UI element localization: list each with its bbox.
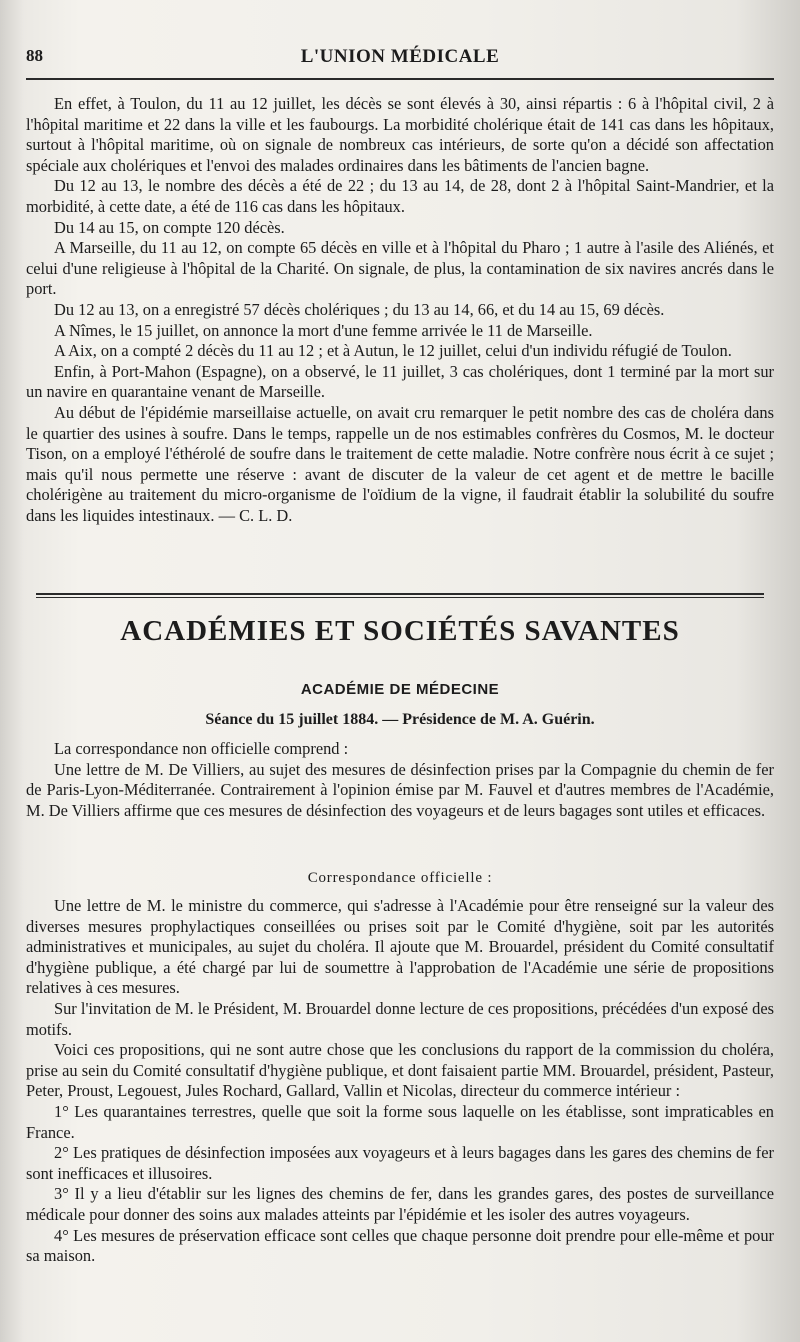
paragraph: En effet, à Toulon, du 11 au 12 juillet, les décès se sont élevés à 30, ainsi répartis : 6 à l'hôpital civil, 2 à l'hôpital maritime et 22 dans la ville et les faubourgs. La morbidité cholérique était de 141 cas dans les hôpitaux, surtout à l'hôpital maritime, où on signale de nombreux cas intérieurs, de sorte qu'on a décidé son affectation spéciale aux cholériques et l'envoi des malades ordinaires dans les bâtiments de l'ancien bagne. [26, 94, 774, 175]
list-item: 2° Les pratiques de désinfection imposées aux voyageurs et à leurs bagages dans les gares des chemins de fer sont inefficaces et illusoires. [26, 1143, 774, 1183]
paragraph: Voici ces propositions, qui ne sont autre chose que les conclusions du rapport de la commission du choléra, prise au sein du Comité consultatif d'hygiène publique, et dont faisaient partie MM. Brouardel, président, Pasteur, Peter, Proust, Legouest, Jules Rochard, Gallard, Vallin et Nicolas, directeur du commerce intérieur : [26, 1040, 774, 1101]
paragraph: Du 12 au 13, on a enregistré 57 décès cholériques ; du 13 au 14, 66, et du 14 au 15, 69 décès. [54, 299, 665, 319]
list-item: 1° Les quarantaines terrestres, quelle que soit la forme sous laquelle on les établisse, sont impraticables en France. [26, 1101, 774, 1142]
section-divider [36, 593, 764, 598]
paragraph: Sur l'invitation de M. le Président, M. Brouardel donne lecture de ces propositions, précédées d'un exposé des motifs. [26, 998, 774, 1039]
signature: — C. L. D. [218, 505, 293, 525]
paragraph: Enfin, à Port-Mahon (Espagne), on a observé, le 11 juillet, 3 cas cholériques, dont 1 terminé par la mort sur un navire en quarantaine venant de Marseille. [26, 361, 774, 402]
section-title: ACADÉMIES ET SOCIÉTÉS SAVANTES [120, 615, 680, 647]
page-number: 88 [26, 46, 43, 65]
subsection-title: ACADÉMIE DE MÉDECINE [300, 681, 500, 698]
paragraph: A Nîmes, le 15 juillet, on annonce la mort d'une femme arrivée le 11 de Marseille. [54, 320, 593, 340]
page-header [26, 46, 774, 74]
academy-article [26, 739, 774, 821]
paragraph: Une lettre de M. le ministre du commerce, qui s'adresse à l'Académie pour être renseigné sur la valeur des diverses mesures prophylactiques conseillées ou prises soit par le Comité d'hygiène, soit par les autorités administratives et municipales, au sujet du choléra. Il ajoute que M. Brouardel, président du Comité consultatif d'hygiène publique, a été chargé par lui de soumettre à l'approbation de l'Académie une série de propositions relatives à ces mesures. [26, 896, 774, 998]
paragraph: A Aix, on a compté 2 décès du 11 au 12 ; et à Autun, le 12 juillet, celui d'un individu réfugié de Toulon. [54, 341, 732, 361]
seance-line: Séance du 15 juillet 1884. — Présidence de M. A. Guérin. [205, 711, 595, 728]
header-rule [26, 78, 774, 80]
official-article [26, 896, 774, 1267]
journal-title: L'UNION MÉDICALE [300, 46, 500, 67]
list-item: 4° Les mesures de préservation efficace sont celles que chaque personne doit prendre pour elle-même et pour sa maison. [26, 1225, 774, 1266]
list-item: 3° Il y a lieu d'établir sur les lignes des chemins de fer, dans les grandes gares, des postes de surveillance médicale pour donner des soins aux malades atteints par l'épidémie et les isoler des autres voyageurs. [26, 1184, 774, 1224]
paragraph-text: Au début de l'épidémie marseillaise actuelle, on avait cru remarquer le petit nombre des cas de choléra dans le quartier des usines à soufre. Dans le temps, rappelle un de nos estimables confrères du Cosmos, M. le docteur Tison, on a employé l'éthérolé de soufre dans le traitement de cette maladie. Notre confrère nous écrit à ce sujet ; mais qu'il nous permette une réserve : avant de discuter de la valeur de cet agent et de mettre le bacille cholérigène au traitement du micro-organisme de l'oïdium de la vigne, il faudrait établir la solubilité du soufre dans les liquides intestinaux. [26, 402, 774, 525]
paragraph-last [26, 403, 774, 527]
paragraph: A Marseille, du 11 au 12, on compte 65 décès en ville et à l'hôpital du Pharo ; 1 autre à l'asile des Aliénés, et celui d'une religieuse à l'hôpital de la Charité. On signale, de plus, la contamination de six navires ancrés dans le port. [26, 238, 774, 299]
correspondance-heading: Correspondance officielle : [307, 870, 493, 886]
paragraph: Du 12 au 13, le nombre des décès a été de 22 ; du 13 au 14, de 28, dont 2 à l'hôpital Saint-Mandrier, et la morbidité, à cette date, a été de 116 cas dans les hôpitaux. [26, 176, 774, 216]
paragraph: La correspondance non officielle comprend : [54, 739, 349, 758]
paragraph: Du 14 au 15, on compte 120 décès. [54, 217, 285, 237]
paragraph: Une lettre de M. De Villiers, au sujet des mesures de désinfection prises par la Compagnie du chemin de fer de Paris-Lyon-Méditerranée. Contrairement à l'opinion émise par M. Fauvel et d'autres membres de l'Académie, M. De Villiers affirme que ces mesures de désinfection des voyageurs et de leurs bagages sont utiles et efficaces. [26, 759, 774, 820]
top-article [26, 94, 774, 526]
